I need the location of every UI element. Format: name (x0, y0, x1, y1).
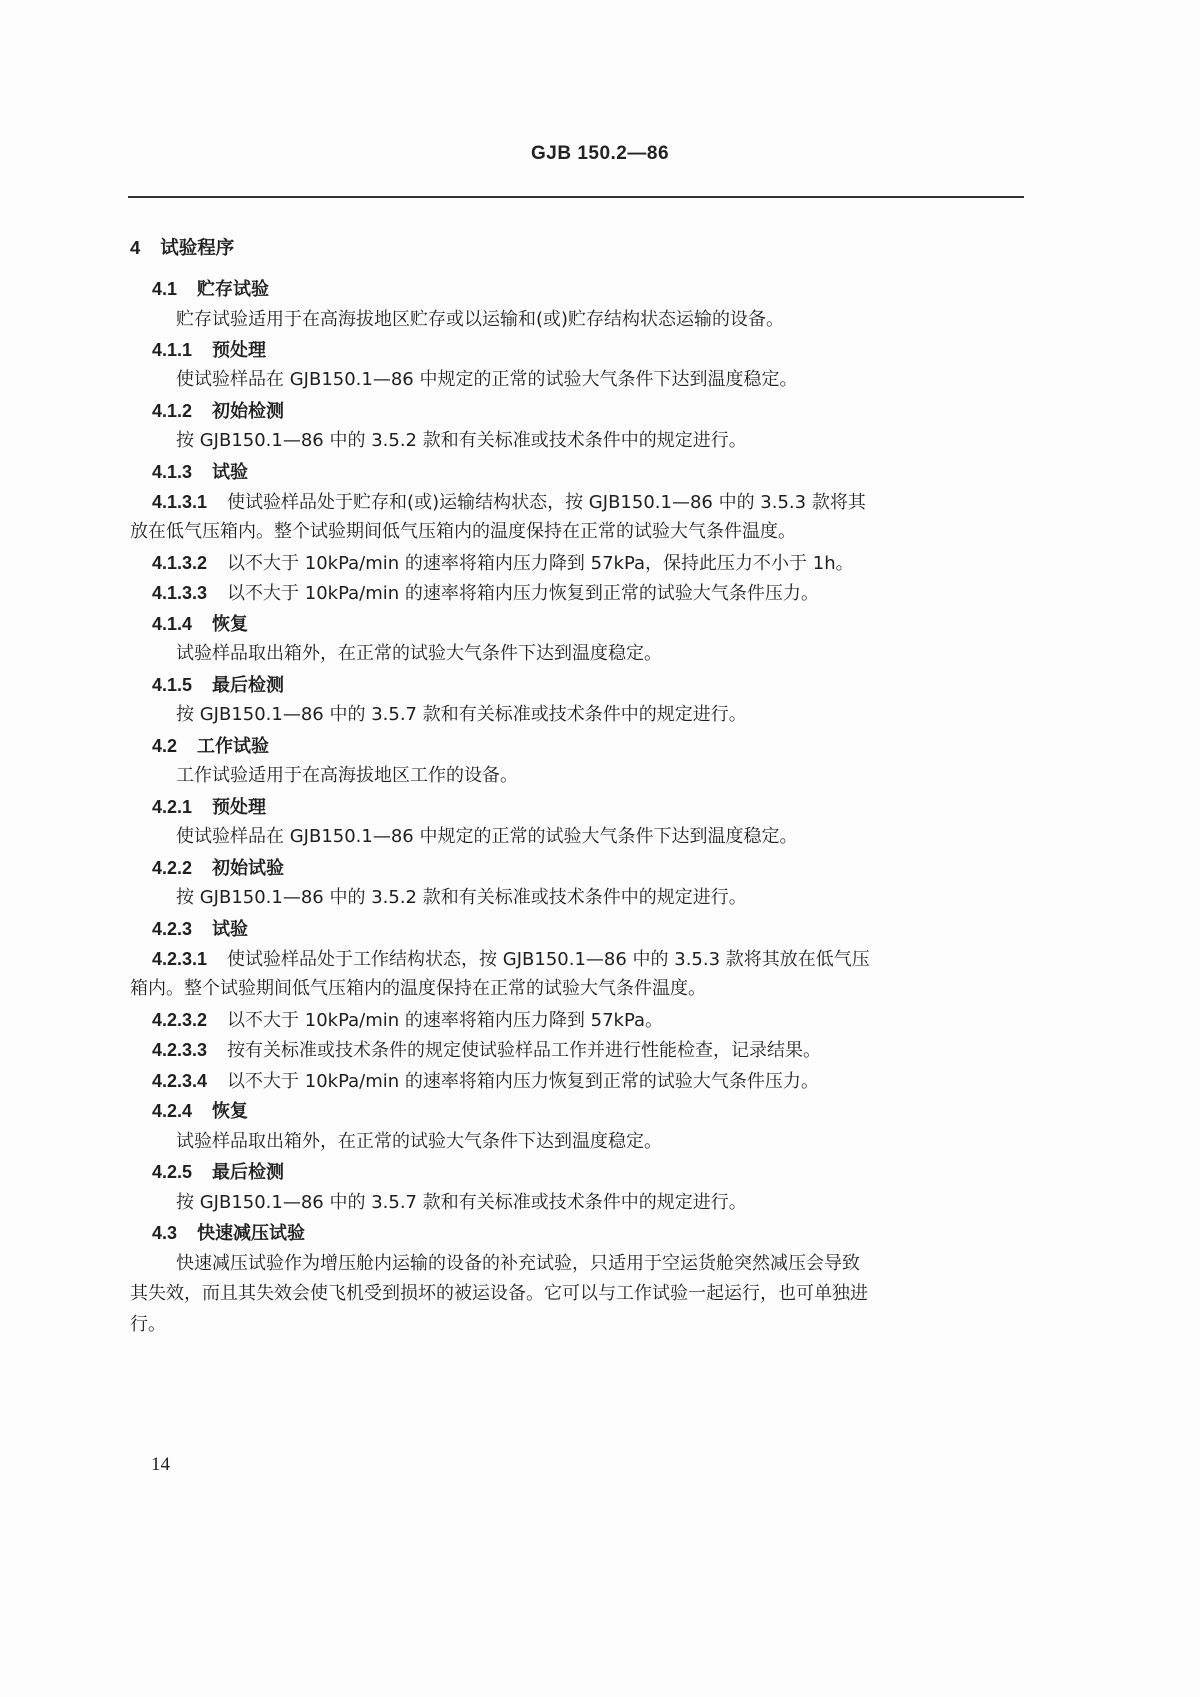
heading-title: 最后检测 (212, 675, 285, 696)
heading-number: 4.2 (152, 736, 178, 756)
clause-heading-4-2-4 (152, 1099, 248, 1124)
item-number: 4.1.3.1 (152, 492, 208, 512)
heading-title: 预处理 (212, 797, 267, 818)
heading-number: 4.2.3 (152, 919, 193, 939)
heading-number: 4.2.5 (152, 1162, 193, 1182)
section-heading (130, 236, 234, 261)
heading-number: 4.2.2 (152, 858, 193, 878)
paragraph: 试验样品取出箱外，在正常的试验大气条件下达到温度稳定。 (176, 643, 662, 664)
clause-heading-4-1-4 (152, 612, 248, 637)
item-number: 4.1.3.3 (152, 583, 208, 603)
paragraph: 使试验样品在 GJB150.1—86 中规定的正常的试验大气条件下达到温度稳定。 (176, 369, 798, 390)
subsection-heading-4-3 (152, 1221, 305, 1246)
heading-number: 4.3 (152, 1223, 178, 1243)
heading-title: 预处理 (212, 340, 267, 361)
heading-title: 最后检测 (212, 1162, 285, 1183)
heading-title: 恢复 (212, 614, 249, 635)
heading-number: 4.1.3 (152, 462, 193, 482)
item-number: 4.2.3.2 (152, 1010, 208, 1030)
heading-title: 初始检测 (212, 401, 285, 422)
clause-heading-4-2-5 (152, 1160, 284, 1185)
paragraph-line: 行。 (130, 1314, 166, 1335)
heading-title: 初始试验 (212, 858, 285, 879)
paragraph: 工作试验适用于在高海拔地区工作的设备。 (176, 765, 518, 786)
subsection-heading-4-1 (152, 277, 269, 302)
heading-title: 试验 (212, 919, 249, 940)
clause-heading-4-2-1 (152, 795, 266, 820)
heading-number: 4.1.5 (152, 675, 193, 695)
paragraph: 贮存试验适用于在高海拔地区贮存或以运输和(或)贮存结构状态运输的设备。 (176, 309, 785, 330)
paragraph-line: 其失效，而且其失效会使飞机受到损坏的被运设备。它可以与工作试验一起运行，也可单独进 (130, 1283, 868, 1304)
clause-heading-4-1-3 (152, 460, 248, 485)
item-text: 以不大于 10kPa/min 的速率将箱内压力降到 57kPa。 (227, 1010, 664, 1031)
heading-number: 4.2.1 (152, 797, 193, 817)
item-number: 4.1.3.2 (152, 553, 208, 573)
page-number: 14 (151, 1454, 170, 1475)
item-number: 4.2.3.3 (152, 1040, 208, 1060)
heading-number: 4.1.1 (152, 340, 193, 360)
item-continuation: 箱内。整个试验期间低气压箱内的温度保持在正常的试验大气条件温度。 (130, 978, 706, 999)
header-divider (128, 196, 1024, 198)
paragraph: 按 GJB150.1—86 中的 3.5.7 款和有关标准或技术条件中的规定进行。 (176, 704, 747, 725)
list-item-4-2-3-3 (152, 1038, 821, 1063)
section-number: 4 (130, 237, 141, 258)
paragraph: 按 GJB150.1—86 中的 3.5.2 款和有关标准或技术条件中的规定进行。 (176, 430, 747, 451)
item-number: 4.2.3.1 (152, 949, 208, 969)
heading-number: 4.1 (152, 279, 178, 299)
list-item-4-1-3-1 (152, 490, 866, 515)
clause-heading-4-1-5 (152, 673, 284, 698)
item-text: 使试验样品处于贮存和(或)运输结构状态，按 GJB150.1—86 中的 3.5.3 款将其 (227, 492, 866, 513)
paragraph-line: 快速减压试验作为增压舱内运输的设备的补充试验，只适用于空运货舱突然减压会导致 (176, 1253, 860, 1274)
standard-code-header: GJB 150.2—86 (530, 143, 670, 164)
item-text: 以不大于 10kPa/min 的速率将箱内压力降到 57kPa，保持此压力不小于 1h。 (227, 553, 854, 574)
heading-title: 恢复 (212, 1101, 249, 1122)
list-item-4-1-3-3 (152, 581, 819, 606)
heading-title: 试验 (212, 462, 249, 483)
subsection-heading-4-2 (152, 734, 269, 759)
list-item-4-2-3-2 (152, 1008, 663, 1033)
heading-title: 快速减压试验 (197, 1223, 306, 1244)
heading-number: 4.1.4 (152, 614, 193, 634)
clause-heading-4-2-2 (152, 856, 284, 881)
item-number: 4.2.3.4 (152, 1071, 208, 1091)
item-text: 使试验样品处于工作结构状态，按 GJB150.1—86 中的 3.5.3 款将其放在低气压 (227, 949, 870, 970)
heading-number: 4.2.4 (152, 1101, 193, 1121)
paragraph: 试验样品取出箱外，在正常的试验大气条件下达到温度稳定。 (176, 1131, 662, 1152)
paragraph: 使试验样品在 GJB150.1—86 中规定的正常的试验大气条件下达到温度稳定。 (176, 826, 798, 847)
heading-title: 贮存试验 (197, 279, 270, 300)
item-text: 以不大于 10kPa/min 的速率将箱内压力恢复到正常的试验大气条件压力。 (227, 1071, 819, 1092)
heading-number: 4.1.2 (152, 401, 193, 421)
item-text: 以不大于 10kPa/min 的速率将箱内压力恢复到正常的试验大气条件压力。 (227, 583, 819, 604)
clause-heading-4-1-1 (152, 338, 266, 363)
paragraph: 按 GJB150.1—86 中的 3.5.2 款和有关标准或技术条件中的规定进行。 (176, 887, 747, 908)
list-item-4-1-3-2 (152, 551, 854, 576)
item-text: 按有关标准或技术条件的规定使试验样品工作并进行性能检查，记录结果。 (227, 1040, 822, 1061)
clause-heading-4-2-3 (152, 917, 248, 942)
list-item-4-2-3-4 (152, 1069, 819, 1094)
list-item-4-2-3-1 (152, 947, 870, 972)
clause-heading-4-1-2 (152, 399, 284, 424)
heading-title: 工作试验 (197, 736, 270, 757)
item-continuation: 放在低气压箱内。整个试验期间低气压箱内的温度保持在正常的试验大气条件温度。 (130, 521, 796, 542)
section-title: 试验程序 (160, 238, 235, 259)
paragraph: 按 GJB150.1—86 中的 3.5.7 款和有关标准或技术条件中的规定进行。 (176, 1192, 747, 1213)
